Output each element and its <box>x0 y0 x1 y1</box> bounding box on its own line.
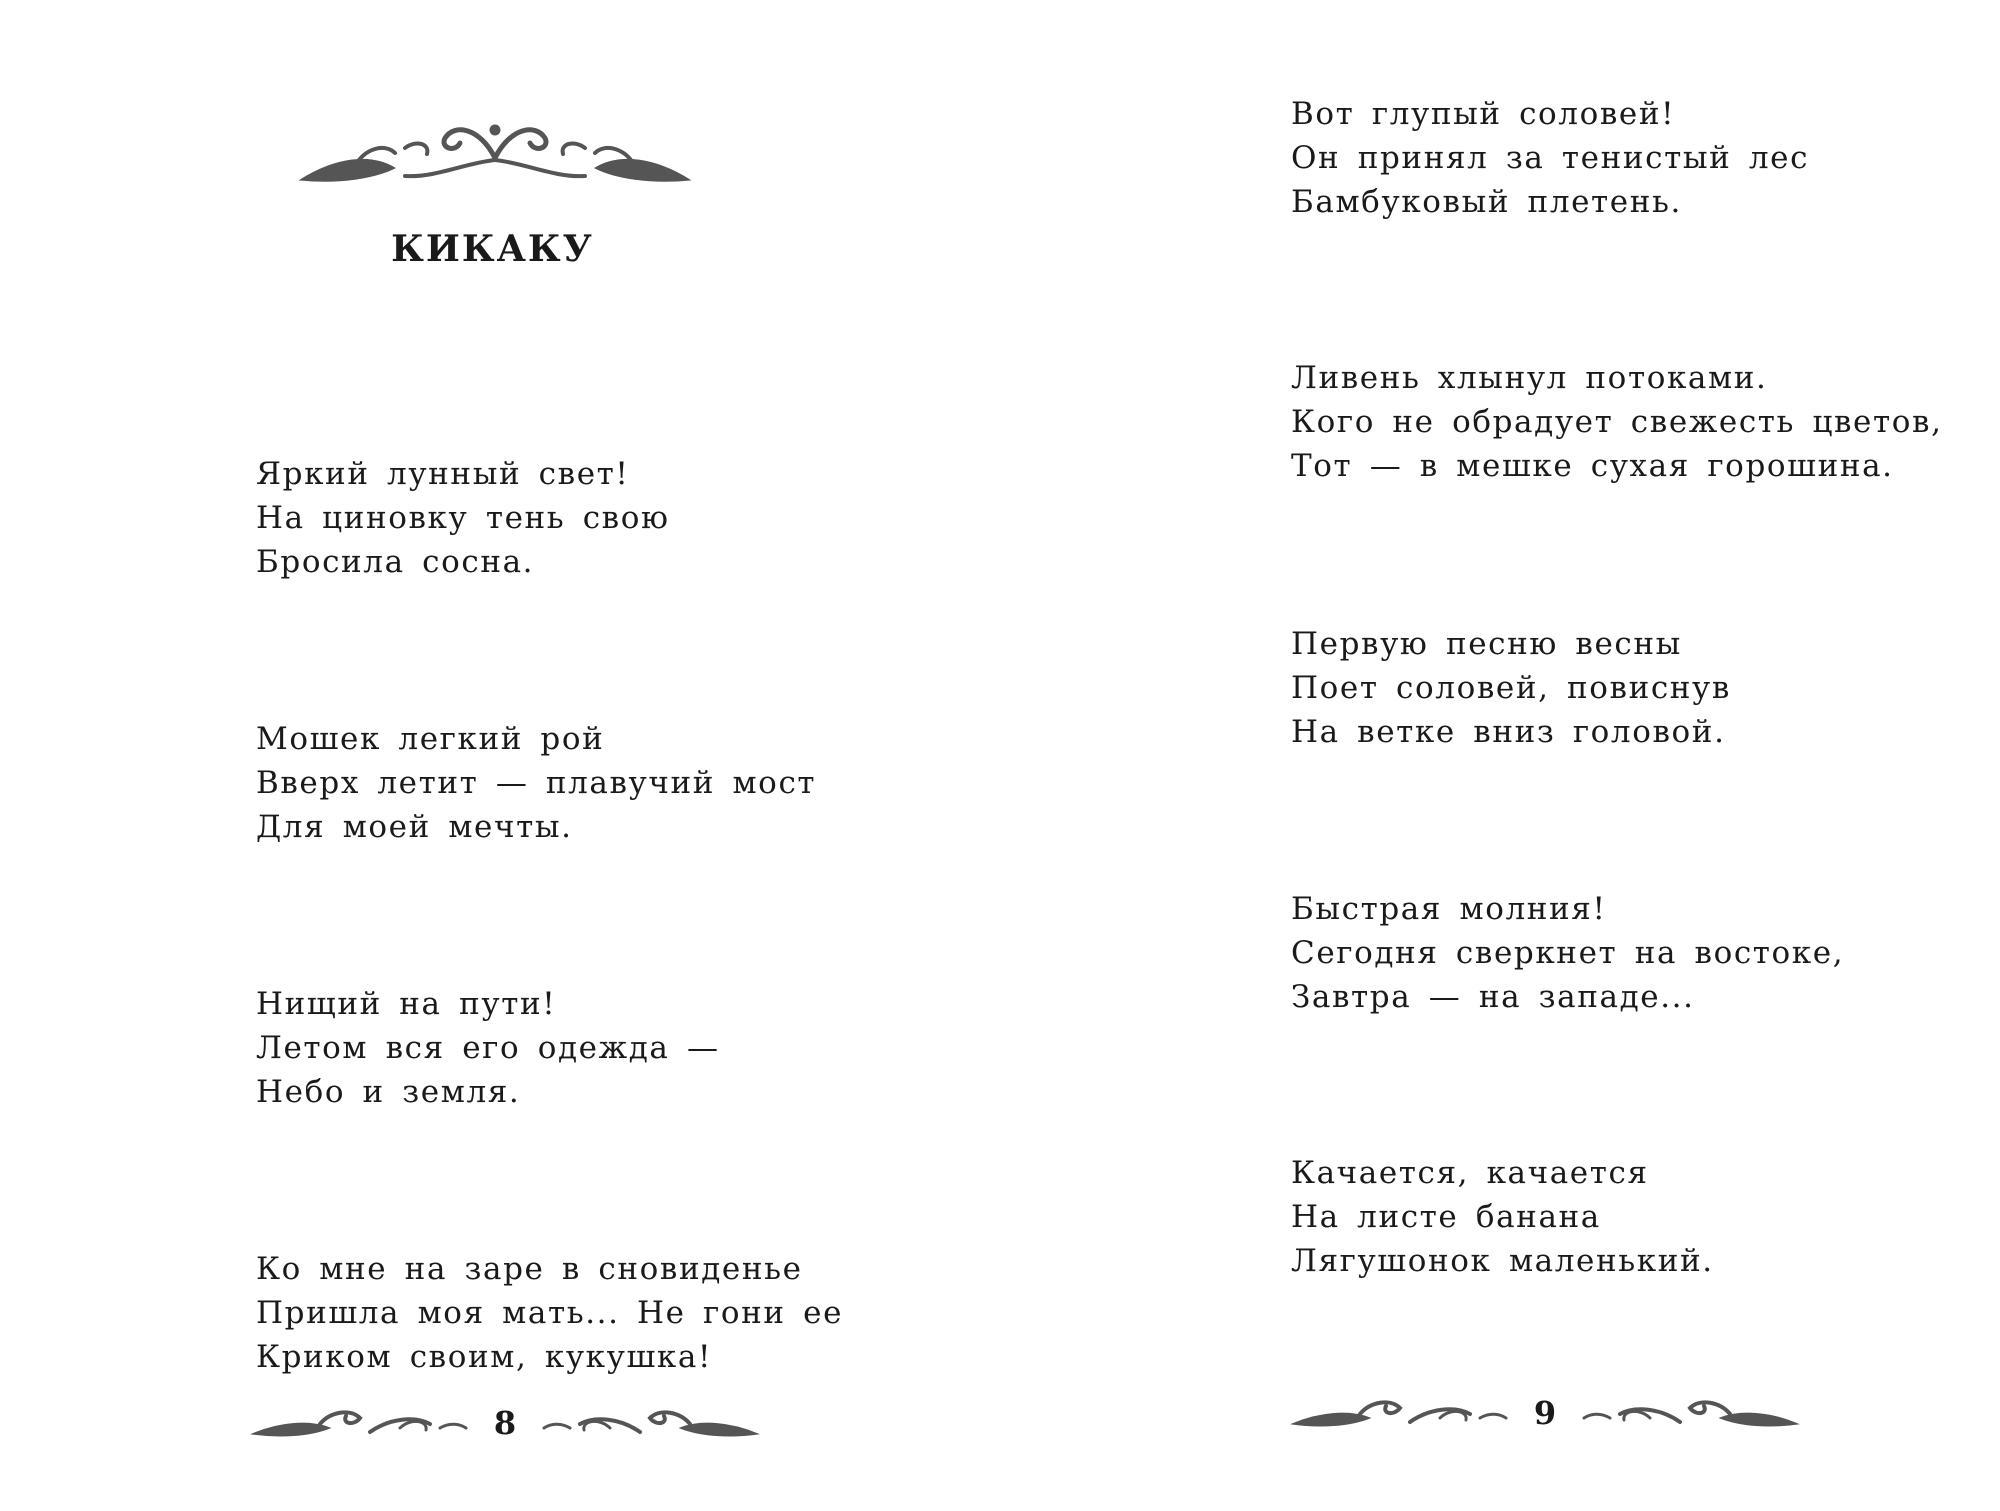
footer-ornament-left-icon <box>250 1398 470 1448</box>
poem-stanza <box>256 452 670 584</box>
footer-ornament-right-icon <box>1580 1388 1800 1438</box>
page-footer <box>1290 1388 1800 1448</box>
ornament-top-icon <box>295 118 695 193</box>
poem-line: Быстрая молния! <box>1291 891 1607 927</box>
page-footer <box>250 1398 760 1458</box>
poem-line: Мошек легкий рой <box>256 721 605 757</box>
poem-stanza <box>1291 622 1731 754</box>
right-page <box>1000 0 2000 1511</box>
poem-line: Вверх летит — плавучий мост <box>256 765 817 801</box>
poem-line: Поет соловей, повиснув <box>1291 670 1731 706</box>
poem-line: Яркий лунный свет! <box>256 456 630 492</box>
poem-stanza <box>1291 356 1943 488</box>
chapter-title: КИКАКУ <box>391 228 594 270</box>
poem-line: Пришла моя мать... Не гони ее <box>256 1295 844 1331</box>
footer-ornament-left-icon <box>1290 1388 1510 1438</box>
poem-line: Ко мне на заре в сновиденье <box>256 1251 803 1287</box>
poem-stanza <box>1291 887 1844 1019</box>
page-number: 9 <box>1533 1394 1557 1432</box>
poem-line: Тот — в мешке сухая горошина. <box>1291 448 1894 484</box>
poem-line: На циновку тень свою <box>256 500 670 536</box>
poem-line: Кого не обрадует свежесть цветов, <box>1291 404 1943 440</box>
poem-line: Он принял за тенистый лес <box>1291 140 1810 176</box>
poem-line: Летом вся его одежда — <box>256 1030 720 1066</box>
poem-line: Небо и земля. <box>256 1074 521 1110</box>
poem-line: Нищий на пути! <box>256 986 557 1022</box>
poem-stanza <box>256 982 720 1114</box>
poem-stanza <box>256 717 816 849</box>
poem-line: Бросила сосна. <box>256 544 535 580</box>
poem-line: На листе банана <box>1291 1199 1601 1235</box>
poem-line: На ветке вниз головой. <box>1291 714 1726 750</box>
poem-line: Бамбуковый плетень. <box>1291 184 1682 220</box>
poem-line: Сегодня сверкнет на востоке, <box>1291 935 1845 971</box>
poem-stanza <box>256 1247 843 1379</box>
poem-line: Ливень хлынул потоками. <box>1291 360 1768 396</box>
poem-line: Первую песню весны <box>1291 626 1682 662</box>
poem-line: Для моей мечты. <box>256 809 573 845</box>
page-number: 8 <box>493 1404 517 1442</box>
poem-line: Качается, качается <box>1291 1155 1649 1191</box>
poem-stanza <box>1291 92 1809 224</box>
poem-line: Вот глупый соловей! <box>1291 96 1676 132</box>
footer-ornament-right-icon <box>540 1398 760 1448</box>
poem-line: Лягушонок маленький. <box>1291 1243 1714 1279</box>
poem-line: Завтра — на западе... <box>1291 979 1695 1015</box>
poem-line: Криком своим, кукушка! <box>256 1339 713 1375</box>
poem-stanza <box>1291 1151 1714 1283</box>
